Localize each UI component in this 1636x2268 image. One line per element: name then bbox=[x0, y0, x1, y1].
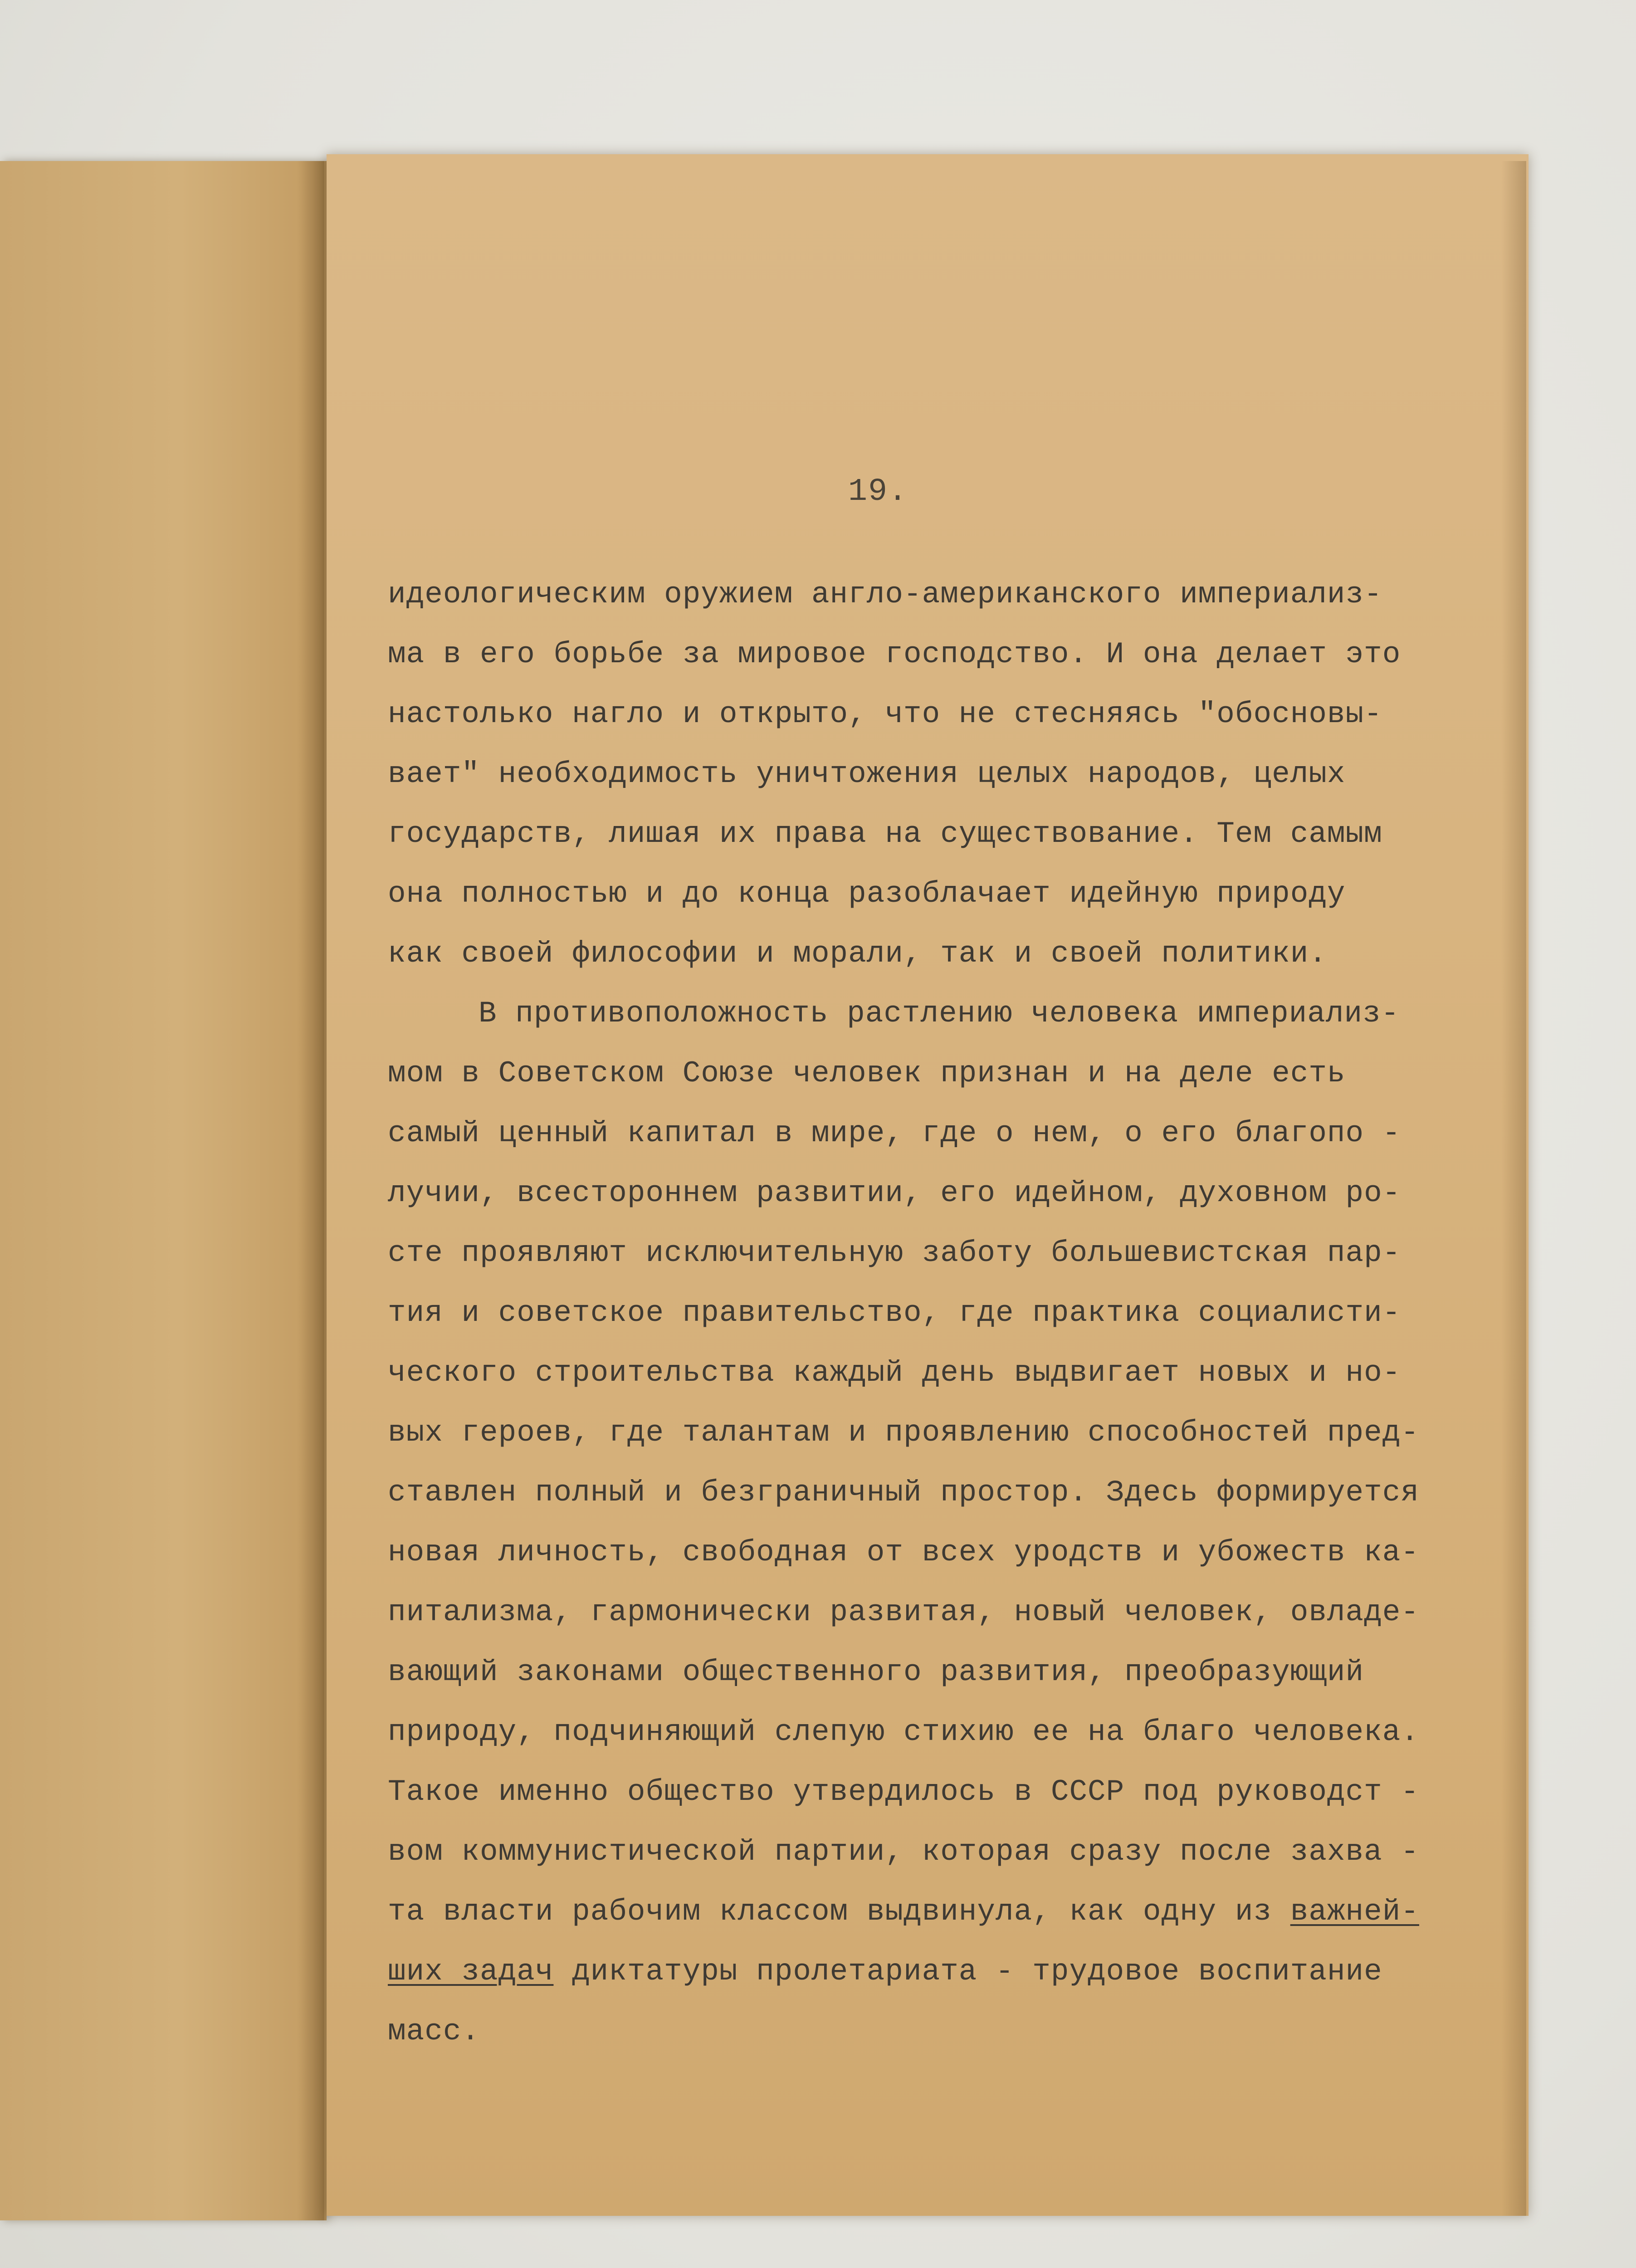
text-line: вает" необходимость уничтожения целых народов, целых bbox=[388, 757, 1346, 791]
underlined-text: важней- bbox=[1290, 1895, 1419, 1929]
left-page bbox=[0, 161, 327, 2220]
text-line: настолько нагло и открыто, что не стесняясь "обосновы- bbox=[388, 697, 1382, 731]
text-line: лучии, всестороннем развитии, его идейном, духовном ро- bbox=[388, 1176, 1401, 1210]
text-line: питализма, гармонически развитая, новый человек, овладе- bbox=[388, 1595, 1419, 1629]
text-line: ставлен полный и безграничный простор. Здесь формируется bbox=[388, 1476, 1419, 1510]
text-line: самый ценный капитал в мире, где о нем, о его благопо - bbox=[388, 1116, 1401, 1150]
text-line: мом в Советском Союзе человек признан и на деле есть bbox=[388, 1056, 1346, 1090]
text-line-part: та власти рабочим классом выдвинула, как одну из bbox=[388, 1895, 1272, 1929]
text-line bbox=[388, 1882, 1445, 1942]
paragraph-start-line: В противоположность растлению человека империализ- bbox=[479, 997, 1400, 1031]
text-line: ческого строительства каждый день выдвигает новых и но- bbox=[388, 1356, 1401, 1390]
text-line bbox=[388, 1942, 1445, 2002]
text-line: Такое именно общество утвердилось в СССР под руководст - bbox=[388, 1775, 1419, 1809]
text-line: государств, лишая их права на существование. Тем самым bbox=[388, 817, 1382, 851]
underlined-text: ших задач bbox=[388, 1955, 554, 1989]
text-line: вых героев, где талантам и проявлению способностей пред- bbox=[388, 1416, 1419, 1450]
text-line-part: диктатуры пролетариата - трудовое воспитание bbox=[553, 1955, 1382, 1989]
text-line: вом коммунистической партии, которая сразу после захва - bbox=[388, 1835, 1419, 1869]
text-line: тия и советское правительство, где практика социалисти- bbox=[388, 1296, 1401, 1330]
text-line: идеологическим оружием англо-американского империализ- bbox=[388, 577, 1382, 611]
typed-text-block bbox=[388, 565, 1445, 2062]
text-line: вающий законами общественного развития, преобразующий bbox=[388, 1655, 1364, 1689]
text-line: новая личность, свободная от всех уродств и убожеств ка- bbox=[388, 1535, 1419, 1569]
text-line: ма в его борьбе за мировое господство. И она делает это bbox=[388, 637, 1401, 671]
text-line: масс. bbox=[388, 2014, 480, 2048]
text-line: она полностью и до конца разоблачает идейную природу bbox=[388, 877, 1346, 911]
text-line: как своей философии и морали, так и своей политики. bbox=[388, 937, 1327, 971]
left-page-edge bbox=[297, 161, 324, 2220]
text-line: сте проявляют исключительную заботу большевистская пар- bbox=[388, 1236, 1401, 1270]
text-line: природу, подчиняющий слепую стихию ее на благо человека. bbox=[388, 1715, 1419, 1749]
page-number: 19. bbox=[848, 474, 908, 510]
right-page-edge bbox=[1501, 161, 1526, 2216]
